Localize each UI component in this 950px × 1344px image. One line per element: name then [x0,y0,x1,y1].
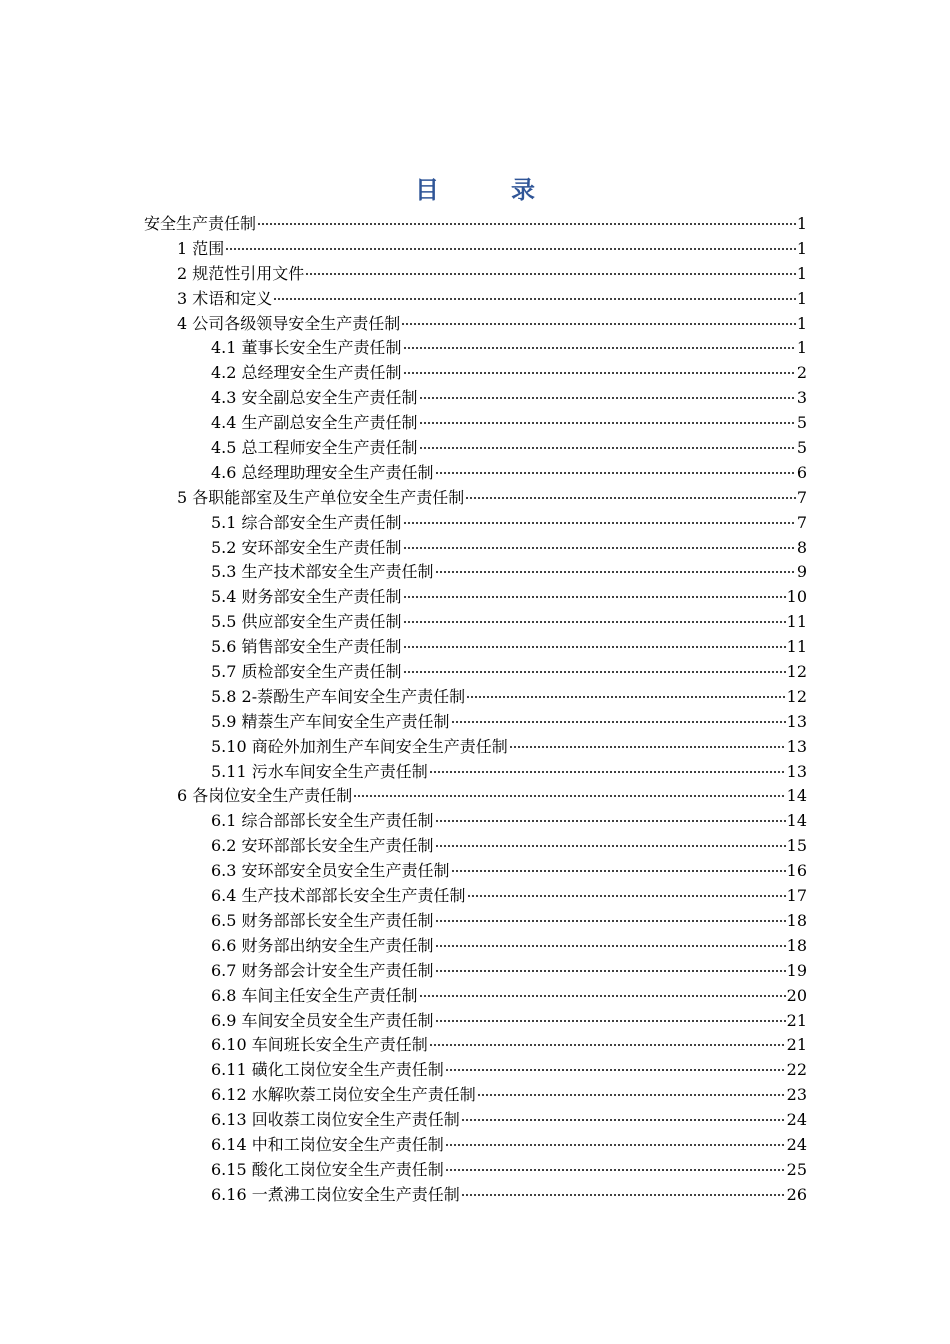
toc-entry[interactable] [144,1033,807,1058]
toc-entry[interactable] [144,511,807,536]
toc-entry-page-number: 13 [786,711,807,731]
toc-dot-leader [403,347,796,349]
toc-entry[interactable] [144,536,807,561]
toc-entry[interactable] [144,710,807,735]
toc-title: 目 录 [415,175,559,204]
toc-entry[interactable] [144,934,807,959]
toc-entry-page-number: 13 [786,761,807,781]
toc-entry[interactable] [144,884,807,909]
toc-dot-leader [451,870,786,872]
toc-dot-leader [467,895,786,897]
toc-entry-page-number: 1 [796,238,807,258]
toc-entry-label: 6.14 中和工岗位安全生产责任制 [211,1134,444,1154]
toc-entry-label: 5.7 质检部安全生产责任制 [211,662,402,682]
toc-entry-page-number: 7 [796,512,807,532]
toc-entry-page-number: 18 [786,935,807,955]
toc-entry-page-number: 5 [796,413,807,433]
toc-entry-label: 6.9 车间安全员安全生产责任制 [211,1010,434,1030]
toc-entry-page-number: 22 [786,1060,807,1080]
toc-entry[interactable] [144,984,807,1009]
toc-entry[interactable] [144,959,807,984]
toc-entry-page-number: 3 [796,388,807,408]
toc-entry[interactable] [144,386,807,411]
toc-dot-leader [435,820,786,822]
toc-entry-label: 5.3 生产技术部安全生产责任制 [211,562,434,582]
toc-entry-label: 5.9 精萘生产车间安全生产责任制 [211,711,450,731]
toc-entry-page-number: 24 [786,1110,807,1130]
toc-entry[interactable] [144,411,807,436]
toc-entry-label: 1 范围 [177,238,225,258]
toc-dot-leader [353,795,785,797]
toc-entry[interactable] [144,560,807,585]
toc-dot-leader [451,721,786,723]
toc-entry-page-number: 26 [786,1184,807,1204]
toc-dot-leader [435,845,786,847]
toc-entry[interactable] [144,1108,807,1133]
toc-entry-page-number: 13 [786,736,807,756]
toc-dot-leader [435,945,786,947]
toc-entry-page-number: 9 [796,562,807,582]
toc-entry[interactable] [144,660,807,685]
toc-dot-leader [461,1119,786,1121]
toc-entry-page-number: 1 [796,288,807,308]
toc-entry-label: 6.3 安环部安全员安全生产责任制 [211,861,450,881]
toc-dot-leader [477,1094,786,1096]
toc-entry-page-number: 12 [786,686,807,706]
toc-entry-label: 4.6 总经理助理安全生产责任制 [211,462,434,482]
toc-entry-page-number: 10 [786,587,807,607]
toc-entry-page-number: 16 [786,861,807,881]
toc-entry-label: 4 公司各级领导安全生产责任制 [177,313,401,333]
toc-entry-label: 5.2 安环部安全生产责任制 [211,537,402,557]
toc-entry-label: 5 各职能部室及生产单位安全生产责任制 [177,487,465,507]
toc-entry[interactable] [144,909,807,934]
toc-dot-leader [435,1020,786,1022]
toc-entry-page-number: 1 [796,214,807,233]
toc-entry-label: 6.8 车间主任安全生产责任制 [211,985,418,1005]
toc-entry[interactable] [144,212,807,237]
toc-entry-label: 3 术语和定义 [177,288,273,308]
toc-entry-label: 4.2 总经理安全生产责任制 [211,363,402,383]
toc-dot-leader [403,547,796,549]
toc-entry-label: 6.4 生产技术部部长安全生产责任制 [211,886,466,906]
toc-entry-label: 5.5 供应部安全生产责任制 [211,612,402,632]
toc-entry-label: 5.6 销售部安全生产责任制 [211,637,402,657]
toc-dot-leader [403,671,786,673]
toc-entry-page-number: 1 [796,263,807,283]
toc-entry-page-number: 19 [786,960,807,980]
toc-dot-leader [435,571,796,573]
toc-entry-page-number: 1 [796,313,807,333]
toc-dot-leader [419,995,786,997]
toc-dot-leader [445,1144,786,1146]
toc-entry-label: 6 各岗位安全生产责任制 [177,786,353,806]
toc-entry-label: 6.11 磺化工岗位安全生产责任制 [211,1060,444,1080]
toc-entry-label: 6.12 水解吹萘工岗位安全生产责任制 [211,1085,476,1105]
toc-entry[interactable] [144,1083,807,1108]
toc-entry-page-number: 17 [786,886,807,906]
toc-entry-label: 6.16 一煮沸工岗位安全生产责任制 [211,1184,460,1204]
toc-entry-label: 5.11 污水车间安全生产责任制 [211,761,428,781]
toc-entry-label: 6.13 回收萘工岗位安全生产责任制 [211,1110,460,1130]
toc-entry[interactable] [144,760,807,785]
toc-entry-page-number: 18 [786,910,807,930]
toc-dot-leader [445,1169,786,1171]
toc-entry-label: 2 规范性引用文件 [177,263,305,283]
toc-entry[interactable] [144,1133,807,1158]
toc-entry-label: 4.5 总工程师安全生产责任制 [211,438,418,458]
toc-dot-leader [461,1194,786,1196]
toc-dot-leader [466,696,786,698]
toc-entry[interactable] [144,1009,807,1034]
toc-entry[interactable] [144,336,807,361]
toc-entry[interactable] [144,610,807,635]
toc-entry[interactable] [144,1183,807,1208]
toc-entry-page-number: 7 [796,487,807,507]
toc-dot-leader [403,596,786,598]
toc-entry[interactable] [144,287,807,312]
toc-entry-page-number: 11 [786,637,807,657]
toc-dot-leader [419,422,796,424]
toc-entry-page-number: 8 [796,537,807,557]
toc-entry[interactable] [144,859,807,884]
toc-entry[interactable] [144,1058,807,1083]
toc-entry-page-number: 21 [786,1010,807,1030]
toc-dot-leader [429,1044,786,1046]
toc-dot-leader [257,223,796,225]
toc-entry[interactable] [144,685,807,710]
toc-dot-leader [419,397,796,399]
toc-entry[interactable] [144,1158,807,1183]
toc-entry-label: 5.1 综合部安全生产责任制 [211,512,402,532]
toc-entry-label: 5.10 商砼外加剂生产车间安全生产责任制 [211,736,508,756]
toc-entry-page-number: 24 [786,1134,807,1154]
toc-entry-label: 6.15 酸化工岗位安全生产责任制 [211,1159,444,1179]
toc-entry-page-number: 15 [786,836,807,856]
toc-entry-label: 5.4 财务部安全生产责任制 [211,587,402,607]
toc-dot-leader [435,920,786,922]
toc-entry-page-number: 1 [796,338,807,358]
toc-entry-label: 5.8 2-萘酚生产车间安全生产责任制 [211,686,466,706]
toc-entry[interactable] [144,635,807,660]
toc-entry-label: 6.7 财务部会计安全生产责任制 [211,960,434,980]
toc-dot-leader [305,273,796,275]
toc-entry-label: 安全生产责任制 [144,214,257,233]
toc-entry-label: 4.3 安全副总安全生产责任制 [211,388,418,408]
toc-entry[interactable] [144,461,807,486]
toc-entry-label: 6.10 车间班长安全生产责任制 [211,1035,428,1055]
toc-entry[interactable] [144,262,807,287]
toc-entry-page-number: 11 [786,612,807,632]
toc-entry[interactable] [144,834,807,859]
toc-entry-page-number: 12 [786,662,807,682]
toc-dot-leader [419,447,796,449]
toc-dot-leader [403,372,796,374]
toc-entry[interactable] [144,809,807,834]
toc-entry-label: 6.1 综合部部长安全生产责任制 [211,811,434,831]
toc-list [144,212,807,1208]
toc-dot-leader [509,746,786,748]
toc-dot-leader [403,621,786,623]
toc-entry-page-number: 14 [786,811,807,831]
toc-entry[interactable] [144,312,807,337]
toc-entry-page-number: 21 [786,1035,807,1055]
toc-entry-label: 6.5 财务部部长安全生产责任制 [211,910,434,930]
toc-entry[interactable] [144,784,807,809]
toc-entry-label: 4.4 生产副总安全生产责任制 [211,413,418,433]
toc-entry-label: 6.2 安环部部长安全生产责任制 [211,836,434,856]
toc-entry-page-number: 25 [786,1159,807,1179]
toc-entry[interactable] [144,361,807,386]
toc-entry-page-number: 20 [786,985,807,1005]
toc-dot-leader [429,771,786,773]
toc-entry-label: 4.1 董事长安全生产责任制 [211,338,402,358]
toc-dot-leader [403,646,786,648]
toc-entry[interactable] [144,486,807,511]
toc-entry[interactable] [144,237,807,262]
toc-entry-label: 6.6 财务部出纳安全生产责任制 [211,935,434,955]
toc-entry-page-number: 23 [786,1085,807,1105]
toc-dot-leader [435,970,786,972]
toc-dot-leader [465,497,796,499]
toc-dot-leader [273,298,796,300]
toc-entry-page-number: 5 [796,438,807,458]
toc-dot-leader [401,323,796,325]
toc-entry[interactable] [144,585,807,610]
toc-entry[interactable] [144,436,807,461]
toc-entry-page-number: 14 [786,786,807,806]
toc-dot-leader [225,248,796,250]
toc-entry[interactable] [144,735,807,760]
toc-dot-leader [435,472,796,474]
toc-entry-page-number: 2 [796,363,807,383]
toc-dot-leader [403,522,796,524]
toc-dot-leader [445,1069,786,1071]
toc-entry-page-number: 6 [796,462,807,482]
